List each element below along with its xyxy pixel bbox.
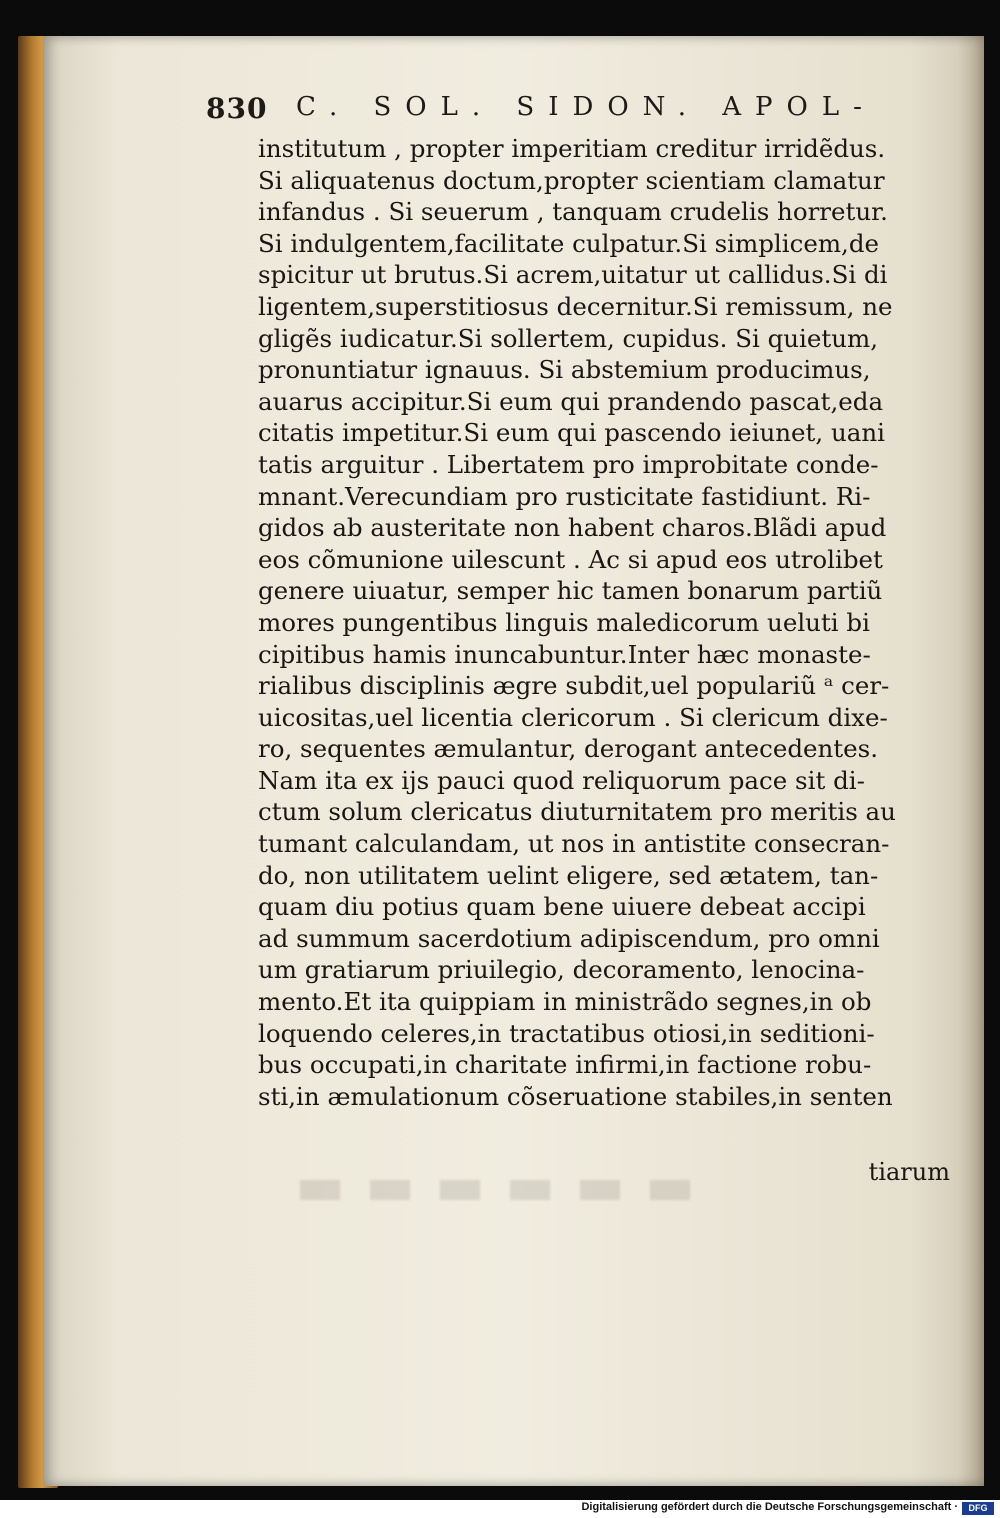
- text-line: ad summum sacerdotium adipiscendum, pro omni: [258, 923, 880, 953]
- footer-bar: [0, 1500, 1000, 1518]
- text-line: do, non utilitatem uelint eligere, sed ætatem, tan-: [258, 860, 879, 890]
- text-line: tumant calculandam, ut nos in antistite consecran-: [258, 829, 890, 859]
- running-head: [206, 92, 876, 132]
- text-line: Nam ita ex ijs pauci quod reliquorum pace sit di-: [258, 765, 865, 795]
- text-line: eos cõmunione uilescunt . Ac si apud eos utrolibet: [258, 544, 883, 574]
- text-line: mores pungentibus linguis maledicorum ueluti bi: [258, 607, 870, 637]
- body-text: [258, 133, 898, 1112]
- text-line: Si indulgentem,facilitate culpatur.Si simplicem,de: [258, 228, 880, 258]
- text-line: rialibus disciplinis ægre subdit,uel populariũ ᵃ cer-: [258, 671, 890, 701]
- text-line: uicositas,uel licentia clericorum . Si clericum dixe-: [258, 702, 888, 732]
- text-line: pronuntiatur ignauus. Si abstemium producimus,: [258, 355, 871, 385]
- text-line: tatis arguitur . Libertatem pro improbitate conde-: [258, 449, 879, 479]
- text-line: ctum solum clericatus diuturnitatem pro meritis au: [258, 797, 896, 827]
- text-line: spicitur ut brutus.Si acrem,uitatur ut callidus.Si di: [258, 260, 888, 290]
- text-line: auarus accipitur.Si eum qui prandendo pascat,eda: [258, 386, 884, 416]
- text-line: gligẽs iudicatur.Si sollertem, cupidus. Si quietum,: [258, 323, 879, 353]
- text-line: bus occupati,in charitate infirmi,in factione robu-: [258, 1050, 872, 1080]
- text-line: institutum , propter imperitiam creditur irridẽdus.: [258, 134, 886, 163]
- text-line: quam diu potius quam bene uiuere debeat accipi: [258, 892, 866, 922]
- page-shadow: [958, 36, 984, 1486]
- funding-notice: Digitalisierung gefördert durch die Deutsche Forschungsgemeinschaft ·: [581, 1501, 958, 1513]
- ink-show-through: [300, 1180, 720, 1200]
- text-line: genere uiuatur, semper hic tamen bonarum partiũ: [258, 576, 883, 606]
- text-line: ro, sequentes æmulantur, derogant antecedentes.: [258, 734, 879, 764]
- text-line: mnant.Verecundiam pro rusticitate fastidiunt. Ri-: [258, 481, 871, 511]
- text-line: gidos ab austeritate non habent charos.Blãdi apud: [258, 513, 887, 543]
- text-line: sti,in æmulationum cõseruatione stabiles,in senten: [258, 1081, 893, 1111]
- text-line: ligentem,superstitiosus decernitur.Si remissum, ne: [258, 291, 893, 321]
- text-line: citatis impetitur.Si eum qui pascendo ieiunet, uani: [258, 418, 885, 448]
- text-line: loquendo celeres,in tractatibus otiosi,in seditioni-: [258, 1018, 875, 1048]
- text-line: um gratiarum priuilegio, decoramento, lenocina-: [258, 955, 865, 985]
- page-number: 830: [206, 92, 268, 125]
- text-line: Si aliquatenus doctum,propter scientiam clamatur: [258, 165, 885, 195]
- dfg-logo: DFG: [962, 1502, 994, 1515]
- catchword: tiarum: [868, 1158, 950, 1186]
- running-title: C. SOL. SIDON. APOL-: [296, 92, 876, 122]
- text-line: infandus . Si seuerum , tanquam crudelis horretur.: [258, 197, 888, 227]
- text-line: mento.Et ita quippiam in ministrãdo segnes,in ob: [258, 987, 872, 1017]
- text-line: cipitibus hamis inuncabuntur.Inter hæc monaste-: [258, 639, 871, 669]
